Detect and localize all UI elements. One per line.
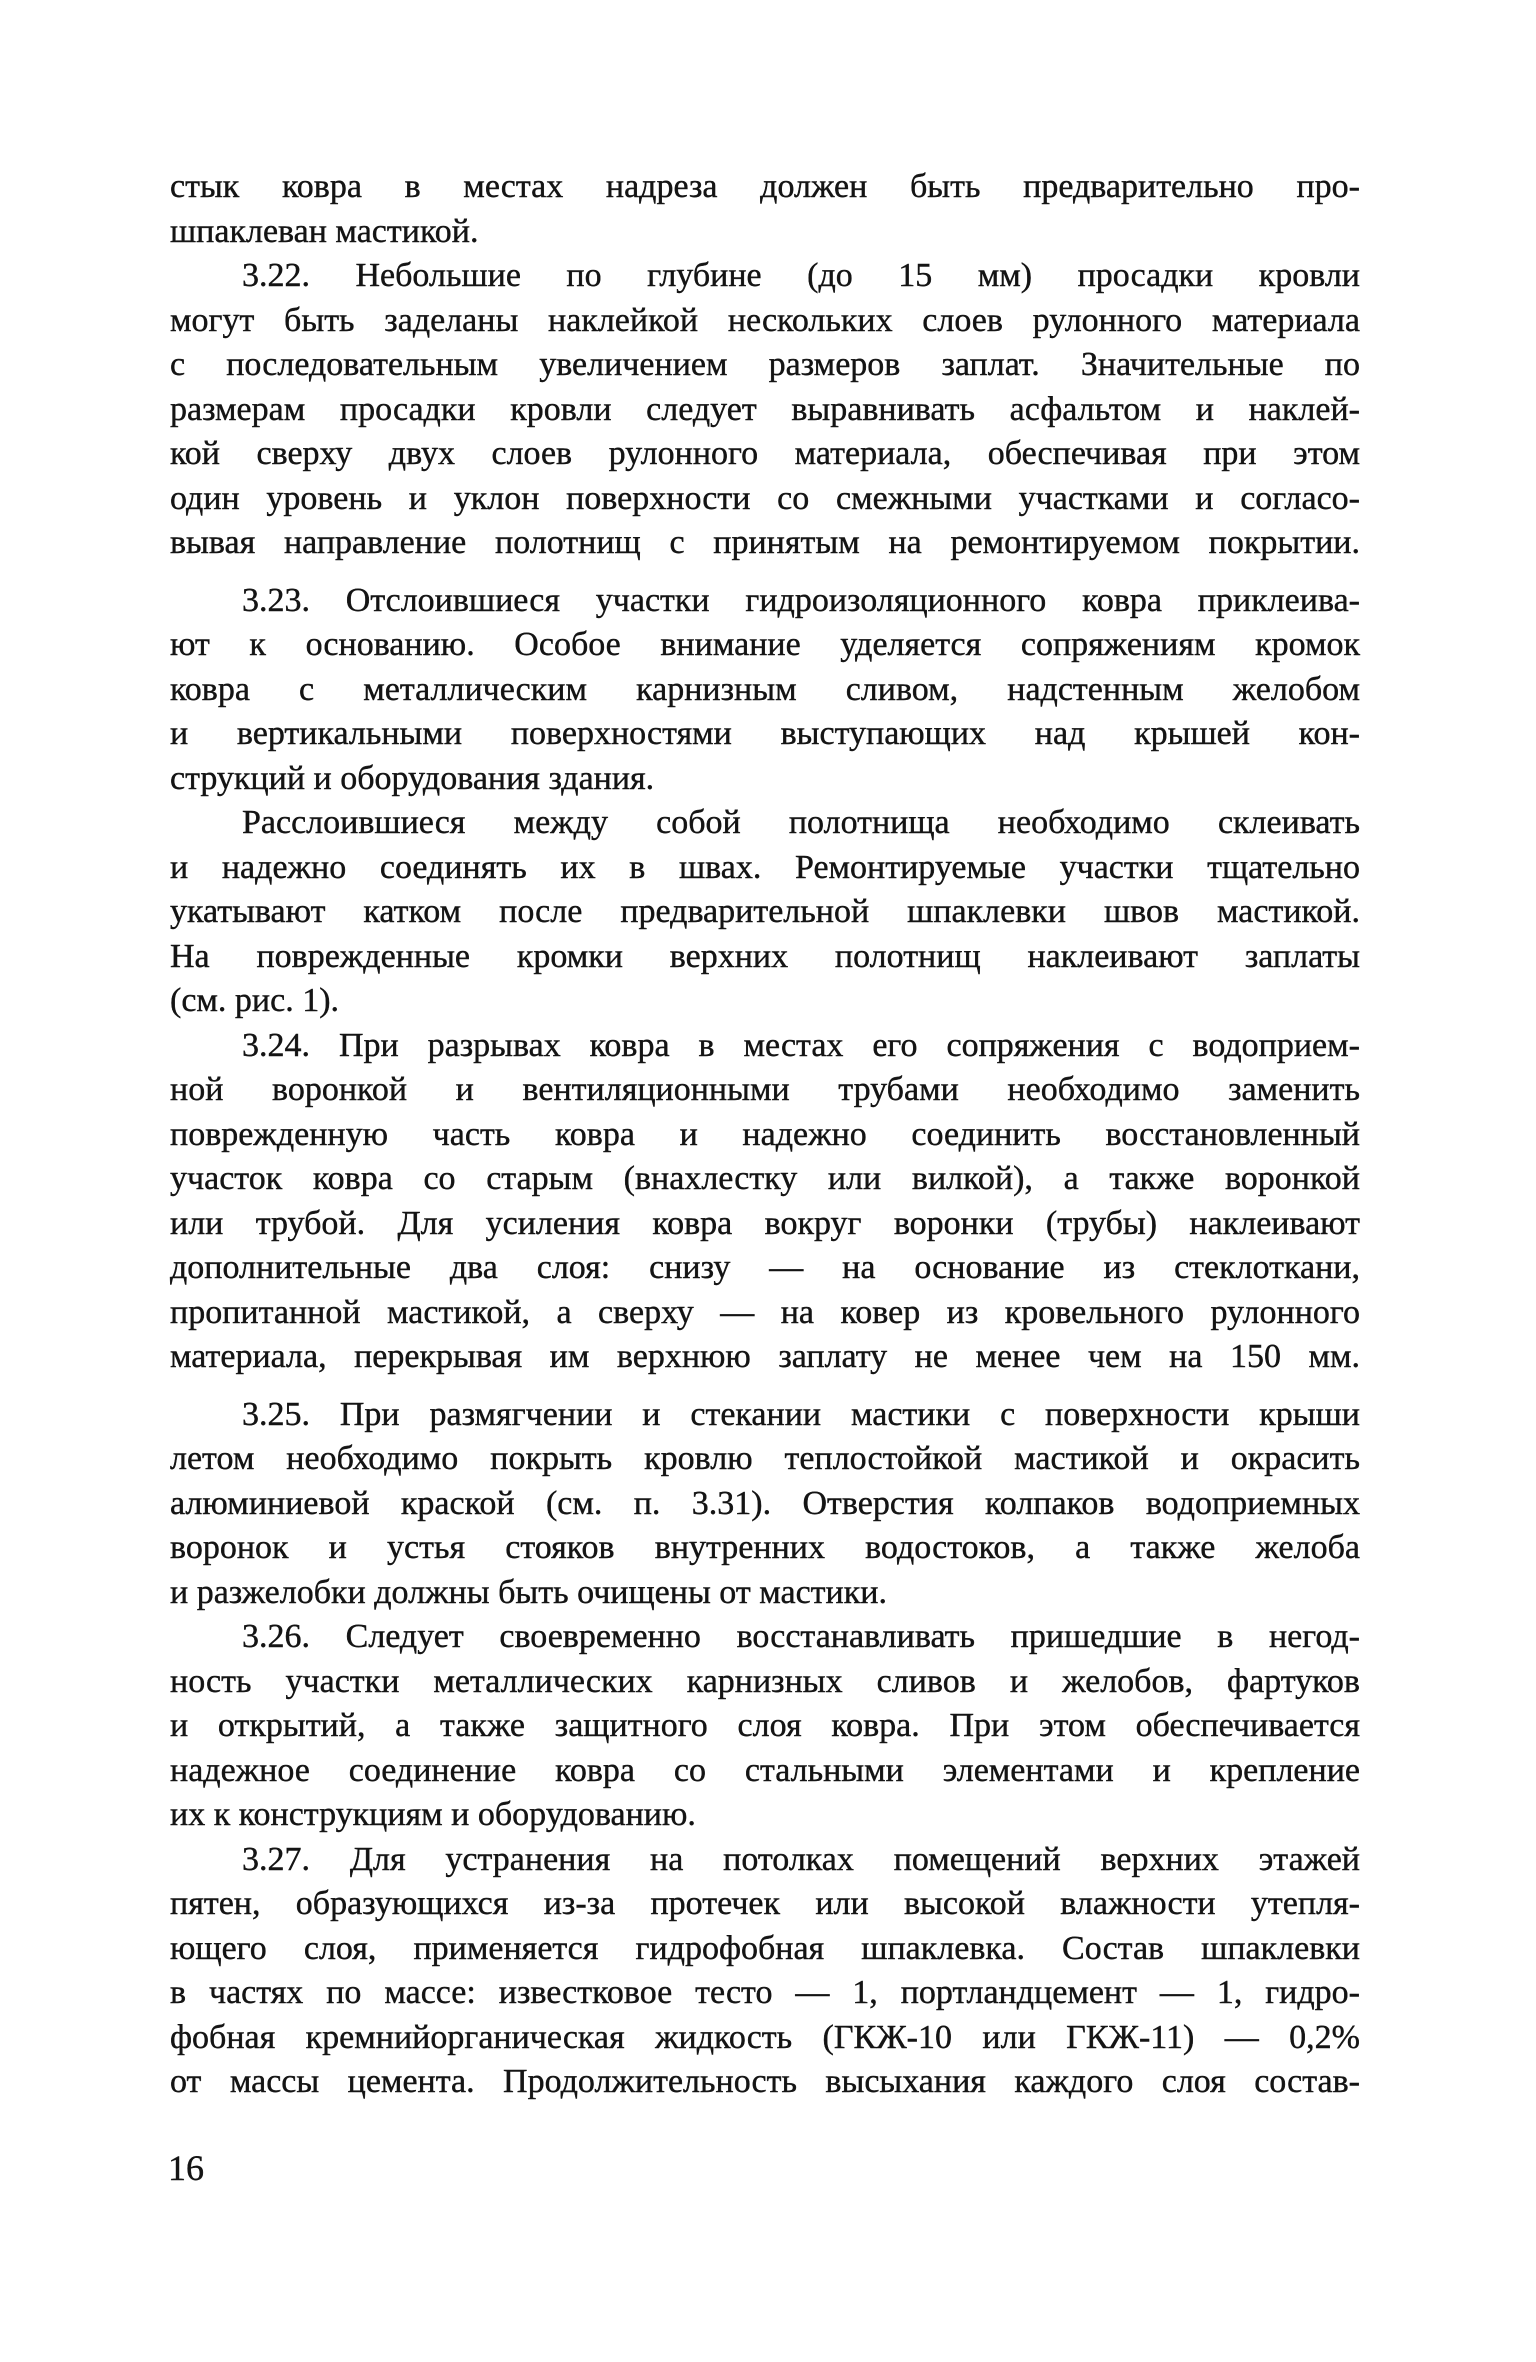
text-line: материала, перекрывая им верхнюю заплату не менее чем на 150 мм. <box>170 1338 1360 1375</box>
paragraph-3-22 <box>170 254 1360 566</box>
text-line: поврежденную часть ковра и надежно соединить восстановленный <box>170 1115 1360 1153</box>
text-line: и открытий, а также защитного слоя ковра. При этом обеспечивается <box>170 1707 1360 1744</box>
text-line: в частях по массе: известковое тесто — 1, портландцемент — 1, гидро- <box>170 1974 1360 2011</box>
text-line: ной воронкой и вентиляционными трубами необходимо заменить <box>170 1071 1360 1108</box>
text-line: и разжелобки должны быть очищены от мастики. <box>170 1573 887 1611</box>
text-line: пятен, образующихся из-за протечек или высокой влажности утепля- <box>170 1885 1360 1922</box>
text-line: алюминиевой краской (см. п. 3.31). Отверстия колпаков водоприемных <box>170 1484 1360 1522</box>
text-line: дополнительные два слоя: снизу — на основание из стеклоткани, <box>170 1249 1360 1286</box>
page-number: 16 <box>168 2148 204 2188</box>
paragraph-3-23 <box>170 579 1360 802</box>
text-line: кой сверху двух слоев рулонного материала, обеспечивая при этом <box>170 435 1360 472</box>
paragraph-3-23-continued <box>170 801 1360 1024</box>
text-line: струкций и оборудования здания. <box>170 759 655 797</box>
text-line: 3.26. Следует своевременно восстанавливать пришедшие в негод- <box>242 1618 1360 1655</box>
text-line: 3.23. Отслоившиеся участки гидроизоляционного ковра приклеива- <box>242 581 1360 619</box>
text-line: с последовательным увеличением размеров заплат. Значительные по <box>170 346 1360 383</box>
paragraph-3-24 <box>170 1024 1360 1380</box>
text-line: воронок и устья стояков внутренних водостоков, а также желоба <box>170 1529 1360 1566</box>
text-line: фобная кремнийорганическая жидкость (ГКЖ-10 или ГКЖ-11) — 0,2% <box>170 2018 1360 2056</box>
text-line: или трубой. Для усиления ковра вокруг воронки (трубы) наклеивают <box>170 1204 1360 1242</box>
paragraph-3-25 <box>170 1393 1360 1616</box>
text-line: могут быть заделаны наклейкой нескольких слоев рулонного материала <box>170 301 1360 339</box>
text-line: их к конструкциям и оборудованию. <box>170 1796 696 1833</box>
text-line: На поврежденные кромки верхних полотнищ наклеивают заплаты <box>170 937 1360 975</box>
text-line: и надежно соединять их в швах. Ремонтируемые участки тщательно <box>170 848 1360 886</box>
text-line: (см. рис. 1). <box>170 982 340 1019</box>
paragraph-carryover <box>170 165 1360 254</box>
text-line: Расслоившиеся между собой полотнища необходимо склеивать <box>242 804 1360 841</box>
text-line: 3.25. При размягчении и стекании мастики с поверхности крыши <box>242 1395 1360 1433</box>
text-line: ющего слоя, применяется гидрофобная шпаклевка. Состав шпаклевки <box>170 1929 1360 1967</box>
text-line: стык ковра в местах надреза должен быть предварительно про- <box>170 168 1360 205</box>
text-line: ковра с металлическим карнизным сливом, надстенным желобом <box>170 670 1360 708</box>
text-line: шпаклеван мастикой. <box>170 212 479 250</box>
text-line: укатывают катком после предварительной шпаклевки швов мастикой. <box>170 893 1360 930</box>
text-line: и вертикальными поверхностями выступающих над крышей кон- <box>170 715 1360 752</box>
text-line: ют к основанию. Особое внимание уделяется сопряжениям кромок <box>170 626 1360 663</box>
paragraph-3-27 <box>170 1838 1360 2105</box>
text-line: надежное соединение ковра со стальными элементами и крепление <box>170 1751 1360 1789</box>
text-line: 3.22. Небольшие по глубине (до 15 мм) просадки кровли <box>242 257 1360 294</box>
text-line: участок ковра со старым (внахлестку или вилкой), а также воронкой <box>170 1160 1360 1197</box>
text-column <box>170 165 1360 2105</box>
text-line: 3.27. Для устранения на потолках помещений верхних этажей <box>242 1840 1360 1878</box>
text-line: один уровень и уклон поверхности со смежными участками и согласо- <box>170 479 1360 517</box>
text-line: размерам просадки кровли следует выравнивать асфальтом и наклей- <box>170 390 1360 428</box>
text-line: пропитанной мастикой, а сверху — на ковер из кровельного рулонного <box>170 1293 1360 1331</box>
paragraph-3-26 <box>170 1615 1360 1838</box>
text-line: от массы цемента. Продолжительность высыхания каждого слоя состав- <box>170 2063 1360 2100</box>
text-line: ность участки металлических карнизных сливов и желобов, фартуков <box>170 1662 1360 1700</box>
text-line: вывая направление полотнищ с принятым на ремонтируемом покрытии. <box>170 524 1360 561</box>
text-line: 3.24. При разрывах ковра в местах его сопряжения с водоприем- <box>242 1026 1360 1064</box>
text-line: летом необходимо покрыть кровлю теплостойкой мастикой и окрасить <box>170 1440 1360 1477</box>
